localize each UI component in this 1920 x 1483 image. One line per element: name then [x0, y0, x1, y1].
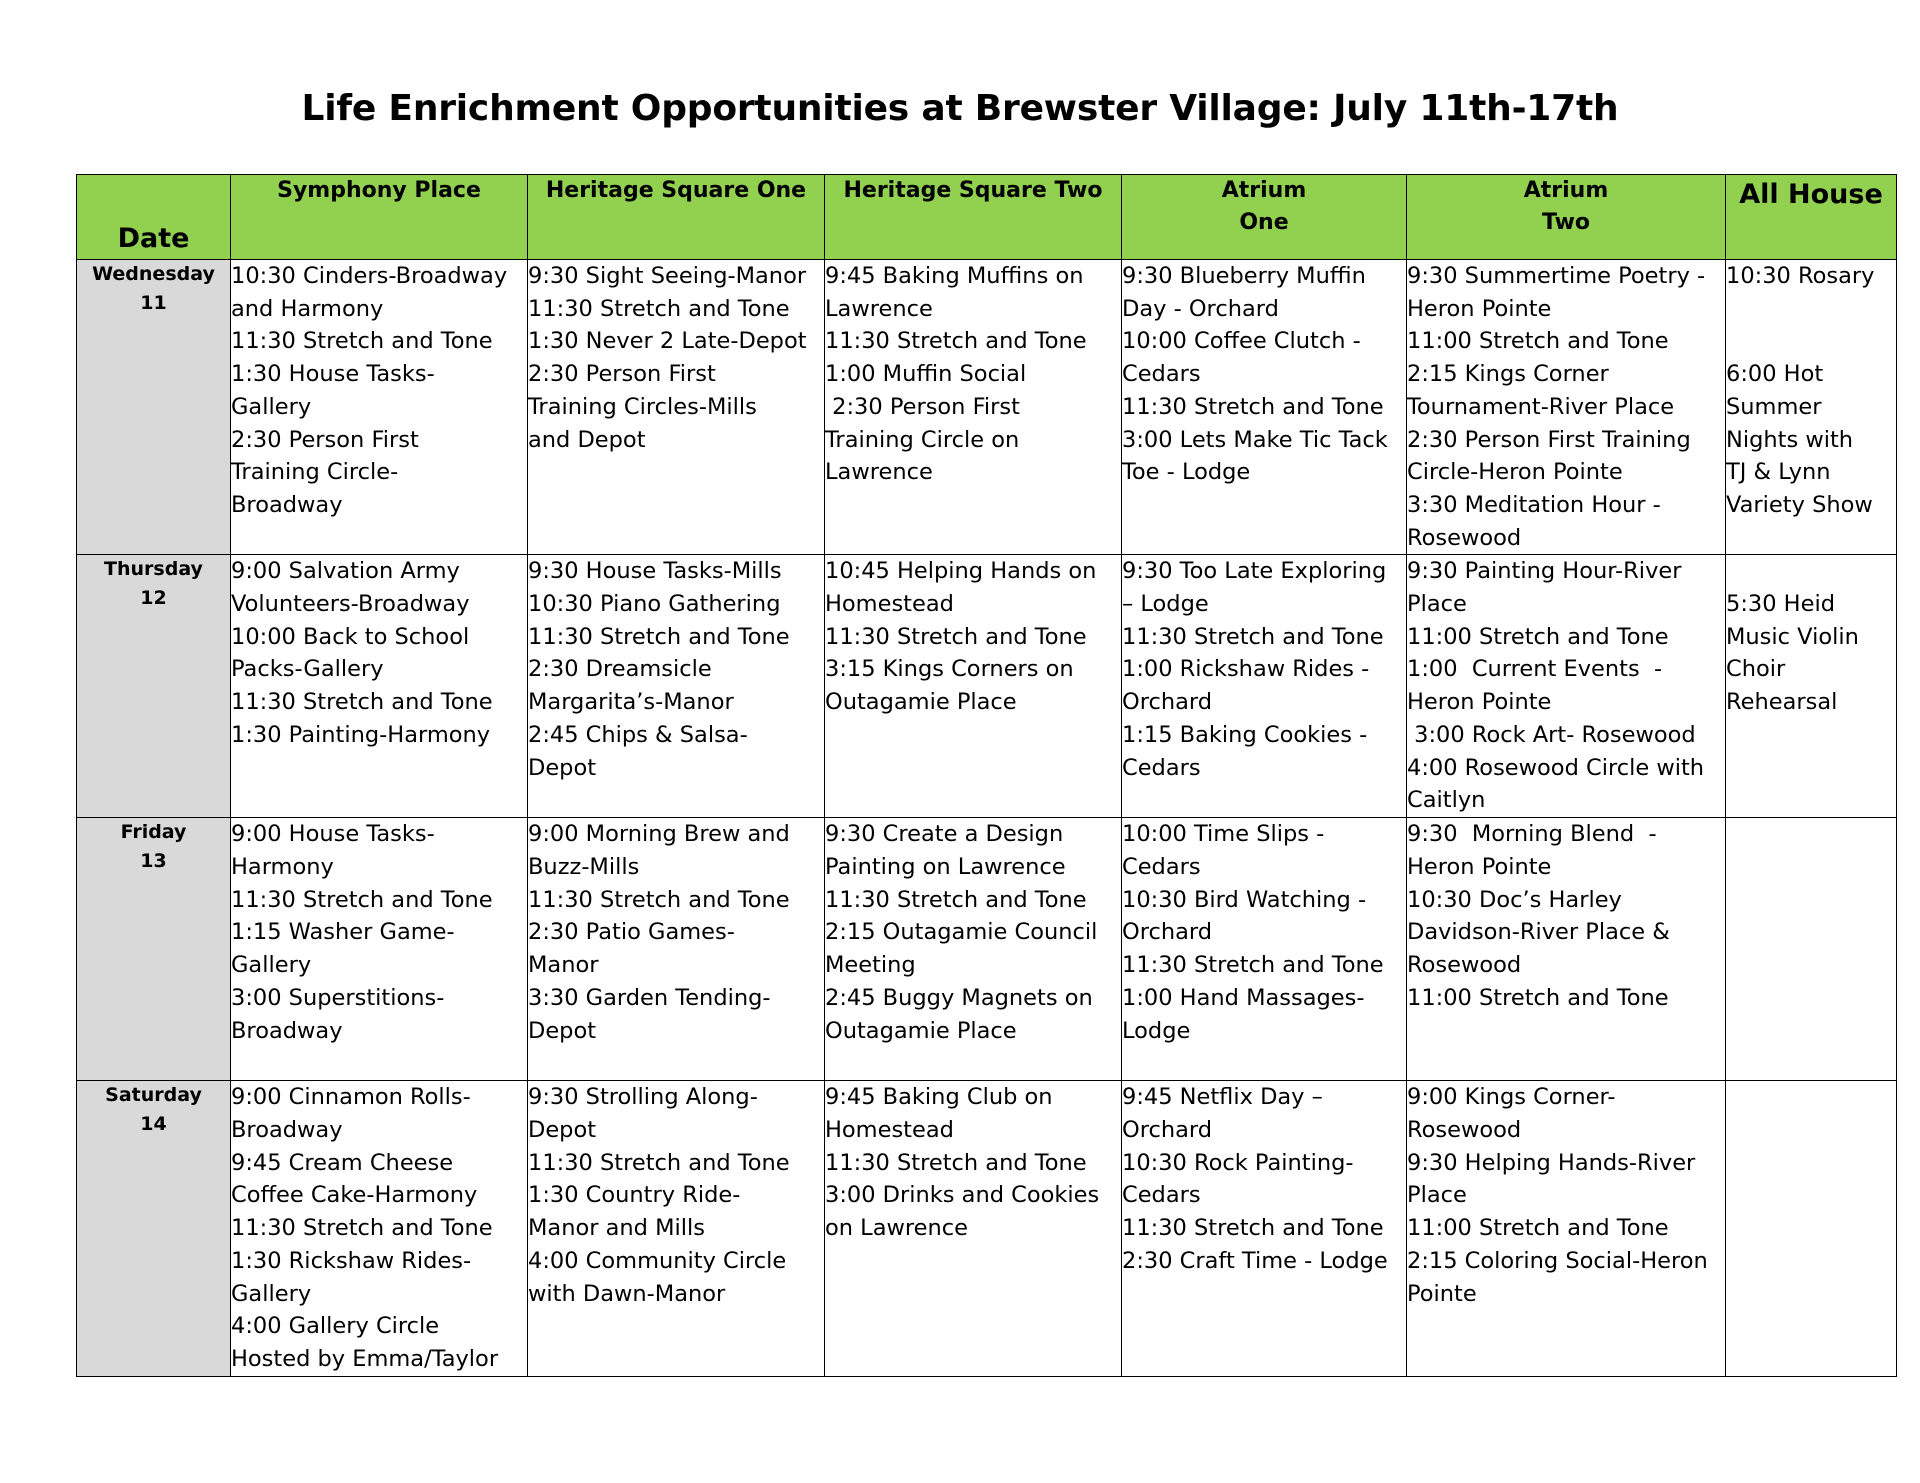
activity-line: Tournament-River Place	[1407, 393, 1675, 420]
activity-line: 11:30 Stretch and Tone	[528, 295, 790, 322]
activity-line: 2:30 Person First Training	[1407, 426, 1691, 453]
activity-line: Orchard	[1122, 919, 1213, 946]
activity-line: 3:00 Drinks and Cookies	[825, 1182, 1100, 1209]
activity-line: 1:30 House Tasks-	[231, 361, 435, 388]
activity-line: Coffee Cake-Harmony	[231, 1182, 478, 1209]
activity-line: 9:30 Sight Seeing-Manor	[528, 263, 807, 289]
day-number: 14	[140, 1113, 167, 1136]
activity-line: Lawrence	[825, 459, 933, 486]
activity-line: 11:30 Stretch and Tone	[231, 886, 493, 913]
day-number: 12	[140, 587, 167, 610]
activity-cell-symphony-place	[231, 818, 528, 1081]
activity-line: 10:30 Rosary	[1726, 263, 1875, 289]
activity-line: 11:30 Stretch and Tone	[825, 328, 1087, 355]
activity-line: 1:00 Current Events -	[1407, 656, 1663, 683]
activity-cell-heritage-square-one	[528, 1081, 825, 1376]
activity-line: 4:00 Gallery Circle	[231, 1313, 440, 1340]
activity-line: Broadway	[231, 1017, 343, 1044]
activity-line: 9:30 Morning Blend -	[1407, 821, 1657, 848]
column-header-heritage-square-one: Heritage Square One	[528, 175, 825, 260]
day-name: Wednesday	[92, 263, 215, 285]
activity-line: 3:30 Garden Tending-	[528, 984, 771, 1011]
table-row	[77, 260, 1897, 555]
activity-line: 10:00 Time Slips -	[1122, 821, 1325, 848]
activity-cell-atrium-two	[1407, 555, 1726, 818]
activity-line: 11:30 Stretch and Tone	[1122, 623, 1384, 650]
activity-cell-heritage-square-one	[528, 555, 825, 818]
activity-cell-atrium-two	[1407, 260, 1726, 555]
activity-line: Margarita’s-Manor	[528, 689, 734, 716]
activity-line: Cedars	[1122, 361, 1201, 388]
day-number: 13	[140, 850, 167, 873]
activity-line: Painting on Lawrence	[825, 854, 1066, 881]
activity-line: 11:30 Stretch and Tone	[1122, 1215, 1384, 1242]
activity-cell-all-house	[1726, 1081, 1897, 1376]
activity-cell-symphony-place	[231, 260, 528, 555]
table-row	[77, 555, 1897, 818]
activity-line: Place	[1407, 591, 1467, 618]
activity-line: Lodge	[1122, 1017, 1191, 1044]
activity-line: Place	[1407, 1182, 1467, 1209]
activity-line: Training Circles-Mills	[528, 393, 757, 420]
column-header-line: Atrium	[1523, 178, 1609, 203]
activity-line: Cedars	[1122, 754, 1201, 781]
activity-line: 9:00 Cinnamon Rolls-	[231, 1084, 471, 1111]
activity-cell-atrium-one	[1122, 260, 1407, 555]
activity-line: 1:15 Washer Game-	[231, 919, 455, 946]
activity-cell-all-house	[1726, 260, 1897, 555]
activity-line: 2:30 Person First	[528, 361, 716, 388]
column-header-all-house: All House	[1726, 175, 1897, 260]
activity-line: 4:00 Rosewood Circle with	[1407, 754, 1705, 781]
activity-line: Broadway	[231, 491, 343, 518]
activity-cell-heritage-square-two	[825, 1081, 1122, 1376]
activity-line: Orchard	[1122, 689, 1213, 716]
activity-line: Circle-Heron Pointe	[1407, 459, 1623, 486]
activity-line: 9:30 Strolling Along-	[528, 1084, 758, 1111]
activity-line: 9:45 Baking Muffins on	[825, 263, 1084, 289]
column-header-heritage-square-two: Heritage Square Two	[825, 175, 1122, 260]
table-row	[77, 1081, 1897, 1376]
activity-line: Harmony	[231, 854, 334, 881]
activity-line: 11:30 Stretch and Tone	[1122, 952, 1384, 979]
activity-line	[1726, 555, 1896, 588]
activity-line	[1726, 293, 1896, 326]
activity-cell-heritage-square-one	[528, 818, 825, 1081]
activity-line: 9:30 Summertime Poetry -	[1407, 263, 1706, 289]
activity-line: Cedars	[1122, 1182, 1201, 1209]
activity-line: TJ & Lynn	[1726, 459, 1831, 486]
day-name: Thursday	[104, 558, 203, 581]
day-name: Friday	[120, 821, 187, 844]
activity-line: 11:00 Stretch and Tone	[1407, 1215, 1669, 1242]
activity-line: Davidson-River Place &	[1407, 919, 1670, 946]
activity-line: 2:45 Buggy Magnets on	[825, 984, 1093, 1011]
activity-line: 1:30 Painting-Harmony	[231, 721, 491, 748]
activity-line: 11:30 Stretch and Tone	[528, 886, 790, 913]
activity-line: Outagamie Place	[825, 689, 1017, 716]
activity-line: 11:30 Stretch and Tone	[825, 623, 1087, 650]
activity-line: Packs-Gallery	[231, 656, 384, 683]
header-row	[77, 175, 1897, 260]
activity-line: Heron Pointe	[1407, 854, 1552, 881]
activity-line: Homestead	[825, 591, 954, 618]
activity-line: Depot	[528, 754, 597, 781]
column-header-line: Two	[1541, 210, 1591, 235]
column-header-atrium-two	[1407, 175, 1726, 260]
day-cell	[77, 1081, 231, 1376]
activity-line: 11:30 Stretch and Tone	[528, 623, 790, 650]
activity-cell-atrium-one	[1122, 1081, 1407, 1376]
activity-line: Nights with	[1726, 426, 1854, 453]
activity-line: 2:45 Chips & Salsa-	[528, 721, 748, 748]
activity-line: Caitlyn	[1407, 787, 1486, 814]
activity-cell-heritage-square-two	[825, 818, 1122, 1081]
activity-line: 9:45 Netflix Day –	[1122, 1084, 1323, 1111]
activity-line: 9:00 Salvation Army	[231, 558, 460, 585]
activity-line: and Depot	[528, 426, 646, 453]
activity-line: – Lodge	[1122, 591, 1209, 618]
activity-line: Training Circle on	[825, 426, 1020, 453]
activity-line: 3:00 Rock Art- Rosewood	[1407, 721, 1696, 748]
column-header-line: Atrium	[1221, 178, 1307, 203]
column-header-date: Date	[77, 175, 231, 260]
day-number: 11	[140, 292, 167, 314]
activity-line: 10:00 Back to School	[231, 623, 470, 650]
activity-line: Rosewood	[1407, 1117, 1522, 1144]
activity-line: 1:00 Hand Massages-	[1122, 984, 1365, 1011]
activity-line: 11:30 Stretch and Tone	[528, 1149, 790, 1176]
activity-line: 9:30 Painting Hour-River	[1407, 558, 1682, 585]
activity-line: Volunteers-Broadway	[231, 591, 470, 618]
activity-line: Orchard	[1122, 1117, 1213, 1144]
activity-cell-atrium-two	[1407, 1081, 1726, 1376]
activity-line: 6:00 Hot	[1726, 361, 1824, 388]
activity-line: 3:00 Superstitions-	[231, 984, 445, 1011]
activity-line: Hosted by Emma/Taylor	[231, 1345, 499, 1372]
activity-line: 9:00 Morning Brew and	[528, 821, 790, 848]
table-row	[77, 818, 1897, 1081]
activity-line: Manor and Mills	[528, 1215, 706, 1242]
activity-line: 1:30 Never 2 Late-Depot	[528, 328, 807, 355]
activity-line: 11:30 Stretch and Tone	[231, 1215, 493, 1242]
activity-line: Lawrence	[825, 295, 933, 322]
activity-line: 10:30 Doc’s Harley	[1407, 886, 1622, 913]
activity-line: 11:30 Stretch and Tone	[1122, 393, 1384, 420]
activity-line: 2:30 Craft Time - Lodge	[1122, 1247, 1388, 1274]
activity-cell-symphony-place	[231, 555, 528, 818]
activity-cell-all-house	[1726, 555, 1897, 818]
activity-cell-atrium-one	[1122, 818, 1407, 1081]
column-header-line: One	[1239, 210, 1289, 235]
activity-line: Pointe	[1407, 1280, 1477, 1307]
day-name: Saturday	[105, 1084, 202, 1107]
activity-line: 1:00 Muffin Social	[825, 361, 1027, 388]
day-cell	[77, 555, 231, 818]
activity-cell-heritage-square-two	[825, 555, 1122, 818]
activity-line: 10:45 Helping Hands on	[825, 558, 1097, 585]
activity-line: 1:30 Rickshaw Rides-	[231, 1247, 472, 1274]
activity-line: Toe - Lodge	[1122, 459, 1251, 486]
activity-line: 1:15 Baking Cookies -	[1122, 721, 1368, 748]
activity-line: 11:00 Stretch and Tone	[1407, 984, 1669, 1011]
activity-line: 9:30 House Tasks-Mills	[528, 558, 782, 585]
activity-cell-heritage-square-one	[528, 260, 825, 555]
activity-line: 3:15 Kings Corners on	[825, 656, 1074, 683]
page-title: Life Enrichment Opportunities at Brewster Village: July 11th-17th	[301, 88, 1619, 129]
activity-line: Buzz-Mills	[528, 854, 640, 881]
activity-line: Gallery	[231, 1280, 312, 1307]
activity-line: Gallery	[231, 393, 312, 420]
activity-line: 9:30 Create a Design	[825, 821, 1064, 848]
activity-cell-symphony-place	[231, 1081, 528, 1376]
activity-line: 10:00 Coffee Clutch -	[1122, 328, 1361, 355]
activity-line: and Harmony	[231, 295, 384, 322]
activity-line: Heron Pointe	[1407, 689, 1552, 716]
activity-line: with Dawn-Manor	[528, 1280, 726, 1307]
activity-cell-atrium-two	[1407, 818, 1726, 1081]
activity-line: 2:30 Patio Games-	[528, 919, 735, 946]
activity-line: Meeting	[825, 952, 916, 979]
activity-line: 5:30 Heid	[1726, 591, 1835, 618]
activity-line: Outagamie Place	[825, 1017, 1017, 1044]
activity-line: on Lawrence	[825, 1215, 968, 1242]
activity-line: Rosewood	[1407, 952, 1522, 979]
activity-line: 9:00 Kings Corner-	[1407, 1084, 1616, 1111]
activity-line: 2:30 Person First	[825, 393, 1020, 420]
activity-line: 11:30 Stretch and Tone	[231, 328, 493, 355]
activity-line: 9:30 Too Late Exploring	[1122, 558, 1387, 585]
activity-line: 9:45 Baking Club on	[825, 1084, 1053, 1111]
activity-line: Homestead	[825, 1117, 954, 1144]
activity-line: 4:00 Community Circle	[528, 1247, 787, 1274]
activity-line: 3:30 Meditation Hour -	[1407, 491, 1661, 518]
activity-line: 11:30 Stretch and Tone	[825, 886, 1087, 913]
activity-line: 10:30 Cinders-Broadway	[231, 263, 508, 289]
activity-line: 11:30 Stretch and Tone	[231, 689, 493, 716]
activity-line: Gallery	[231, 952, 312, 979]
column-header-atrium-one	[1122, 175, 1407, 260]
activity-line: 2:15 Outagamie Council	[825, 919, 1098, 946]
schedule-table	[76, 174, 1897, 1377]
activity-line: 3:00 Lets Make Tic Tack	[1122, 426, 1388, 453]
activity-line	[1726, 325, 1896, 358]
day-cell	[77, 260, 231, 555]
activity-line: Variety Show	[1726, 491, 1873, 518]
activity-line: Music Violin	[1726, 623, 1859, 650]
activity-line: Choir	[1726, 656, 1786, 683]
activity-line: 10:30 Rock Painting-	[1122, 1149, 1354, 1176]
day-cell	[77, 818, 231, 1081]
activity-line: 9:00 House Tasks-	[231, 821, 435, 848]
activity-line: 2:30 Person First	[231, 426, 419, 453]
column-header-symphony-place: Symphony Place	[231, 175, 528, 260]
activity-line: Rehearsal	[1726, 689, 1838, 716]
activity-line: 10:30 Bird Watching -	[1122, 886, 1367, 913]
activity-line: 9:45 Cream Cheese	[231, 1149, 454, 1176]
activity-line: Depot	[528, 1017, 597, 1044]
activity-line: 2:15 Kings Corner	[1407, 361, 1609, 388]
activity-line: 9:30 Helping Hands-River	[1407, 1149, 1696, 1176]
activity-line: Rosewood	[1407, 524, 1522, 551]
activity-line: Manor	[528, 952, 599, 979]
activity-line: 1:00 Rickshaw Rides -	[1122, 656, 1370, 683]
activity-line: 1:30 Country Ride-	[528, 1182, 741, 1209]
activity-cell-atrium-one	[1122, 555, 1407, 818]
activity-line: 2:15 Coloring Social-Heron	[1407, 1247, 1708, 1274]
activity-line: Training Circle-	[231, 459, 399, 486]
activity-cell-heritage-square-two	[825, 260, 1122, 555]
activity-line: 11:00 Stretch and Tone	[1407, 623, 1669, 650]
activity-line: 2:30 Dreamsicle	[528, 656, 712, 683]
activity-line: Heron Pointe	[1407, 295, 1552, 322]
activity-line: Broadway	[231, 1117, 343, 1144]
activity-line: Depot	[528, 1117, 597, 1144]
activity-line: 10:30 Piano Gathering	[528, 591, 781, 618]
activity-line: 9:30 Blueberry Muffin	[1122, 263, 1366, 289]
activity-line: Summer	[1726, 393, 1822, 420]
activity-line: 11:00 Stretch and Tone	[1407, 328, 1669, 355]
activity-line: Day - Orchard	[1122, 295, 1279, 322]
activity-line: Cedars	[1122, 854, 1201, 881]
activity-line: 11:30 Stretch and Tone	[825, 1149, 1087, 1176]
activity-cell-all-house	[1726, 818, 1897, 1081]
